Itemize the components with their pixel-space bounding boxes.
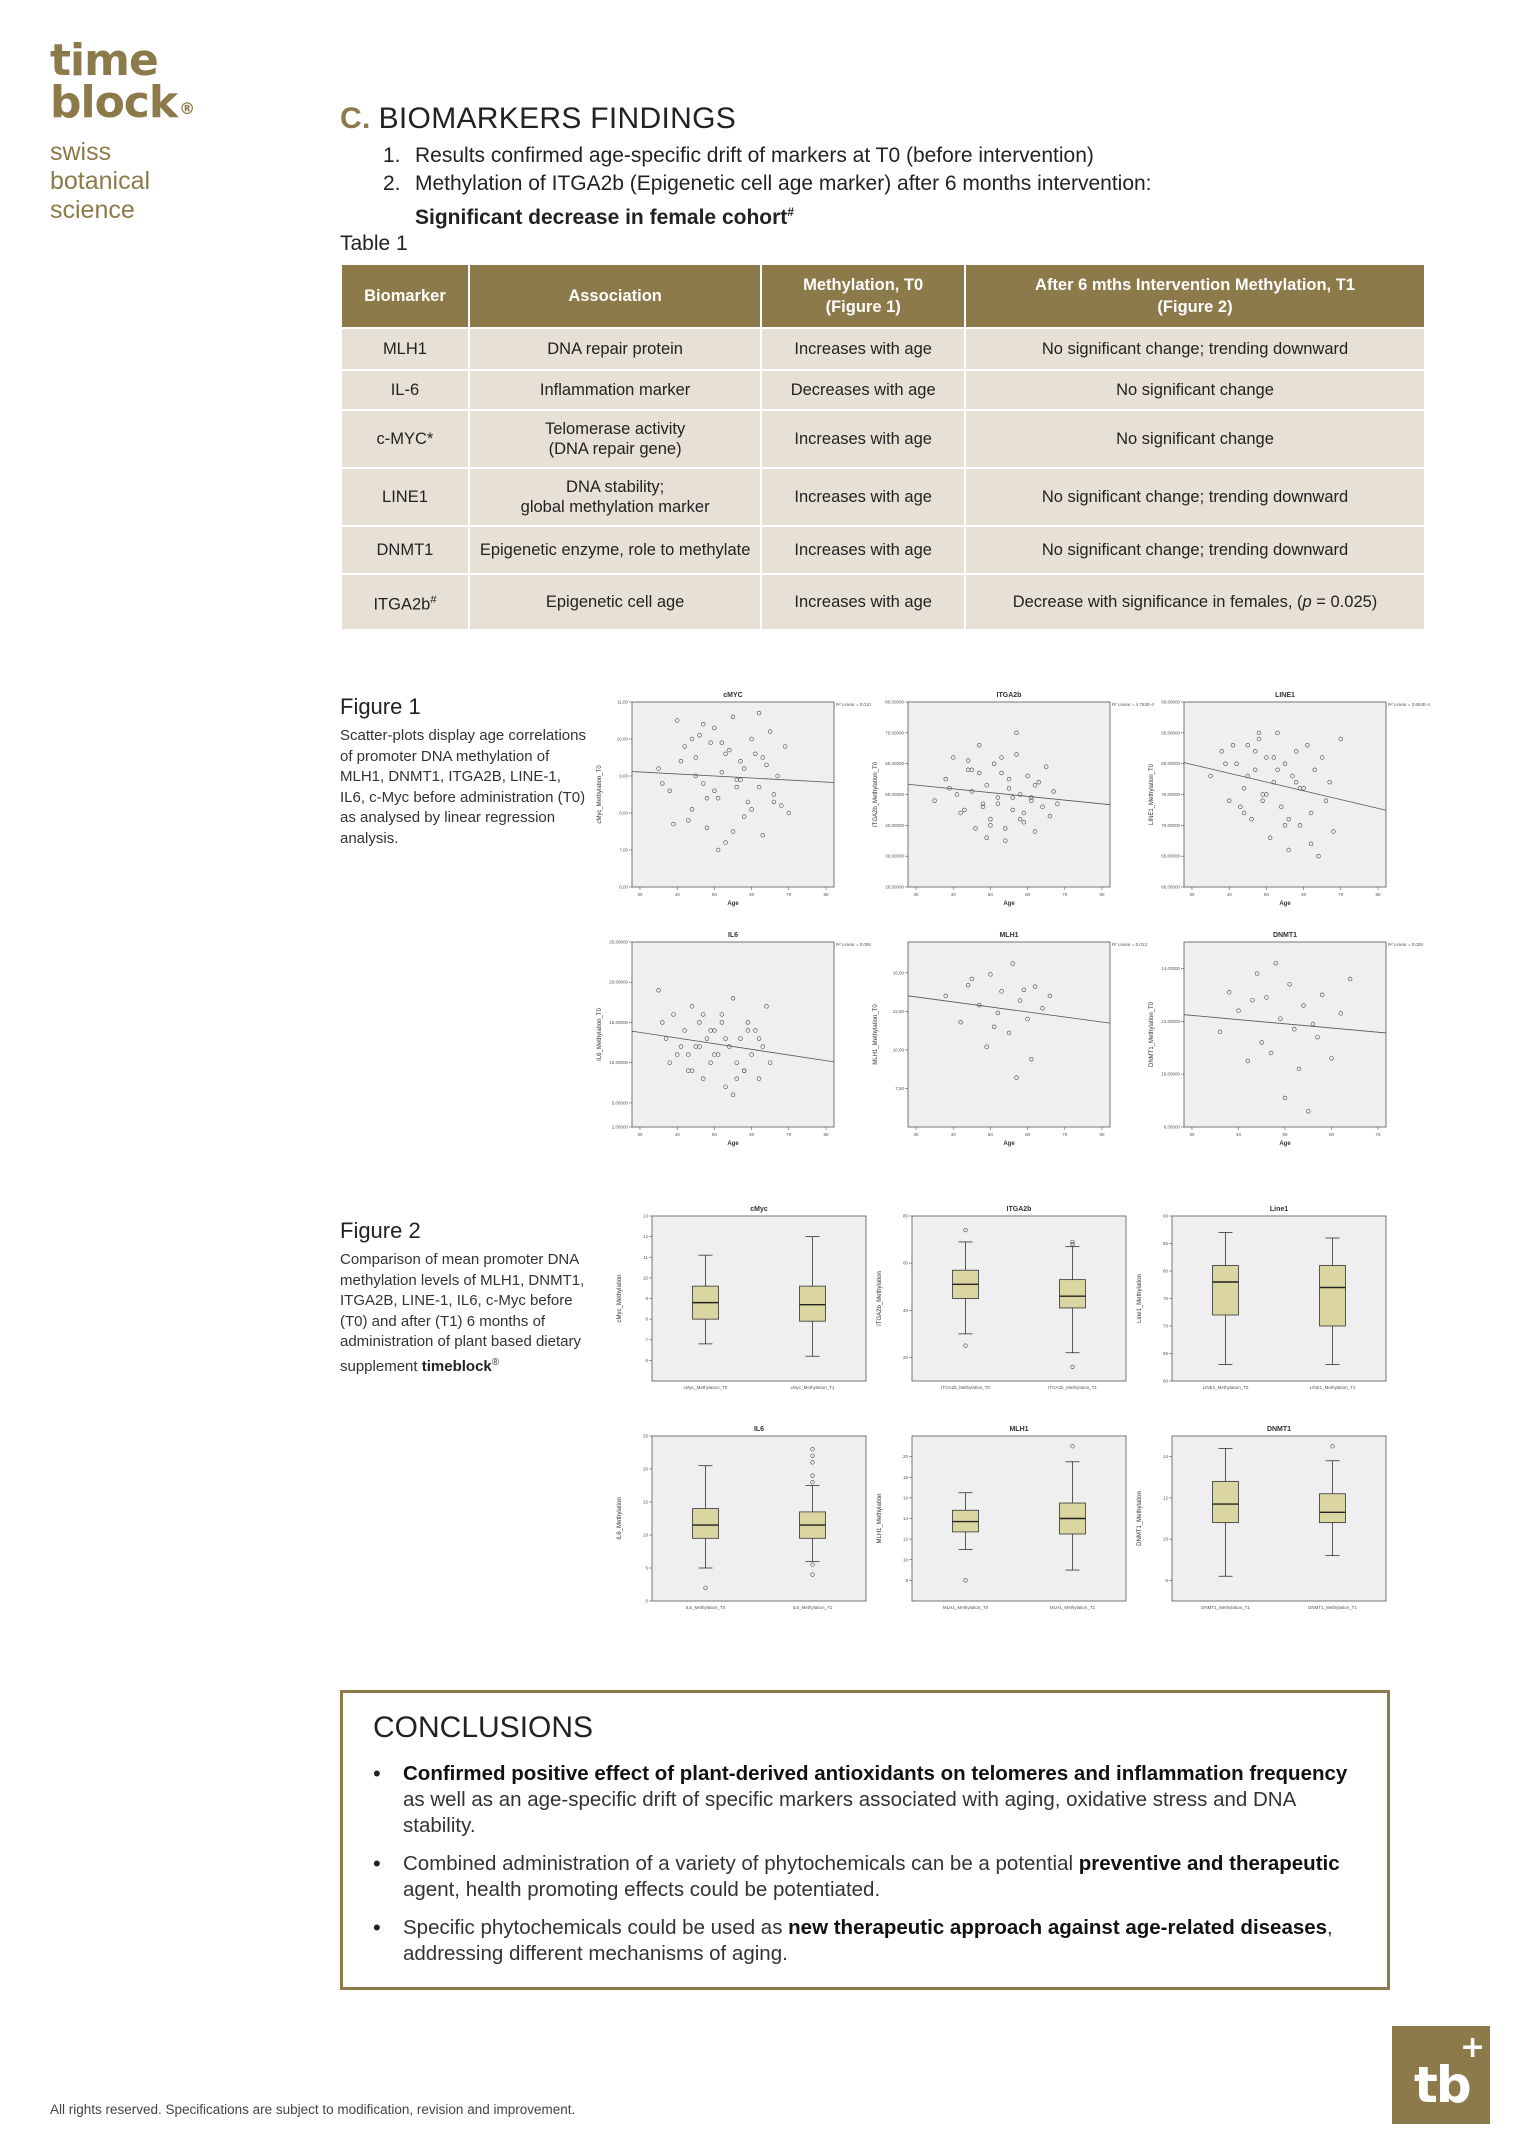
boxplot-mlh1 — [872, 1422, 1134, 1627]
category-label: IL6_Methylation_T1 — [792, 1605, 833, 1610]
figure-2-description: Comparison of mean promoter DNA methylation levels of MLH1, DNMT1, ITGA2B, LINE-1, IL6, c-Myc before (T0) and after (T1) 6 months of administration of plant based dietary supplement timeblock® — [340, 1251, 585, 1375]
x-tick-label: 50 — [987, 892, 993, 897]
x-axis-label: Age — [1279, 1141, 1291, 1147]
y-tick-label: 12 — [1162, 1495, 1168, 1501]
r2-label: R² Linear = 0.013 — [1112, 942, 1147, 947]
plot-area — [912, 1216, 1126, 1381]
box — [1320, 1494, 1346, 1523]
chart-title: Line1 — [1269, 1206, 1289, 1213]
findings-list — [383, 142, 1152, 232]
y-tick-label: 12 — [642, 1234, 648, 1240]
y-tick-label: 90,00000 — [1161, 699, 1180, 705]
y-tick-label: 7 — [645, 1337, 648, 1343]
footer-note: All rights reserved. Specifications are subject to modification, revision and improvement. — [50, 2102, 576, 2117]
table-row: c-MYC* Telomerase activity (DNA repair gene) Increases with age No significant change — [341, 410, 1425, 468]
x-tick-label: 30 — [1189, 1132, 1195, 1137]
x-tick-label: 40 — [674, 892, 680, 897]
y-tick-label: 10 — [642, 1275, 648, 1281]
x-axis-label: Age — [1279, 901, 1291, 907]
category-label: cMyc_Methylation_T1 — [790, 1385, 835, 1390]
y-tick-label: 10 — [902, 1557, 908, 1563]
category-label: DNMT1_Methylation_T1 — [1201, 1605, 1250, 1610]
brand-tagline: swiss botanical science — [50, 138, 151, 224]
x-tick-label: 70 — [1338, 892, 1344, 897]
plot-area — [652, 1216, 866, 1381]
y-tick-label: 20 — [902, 1354, 908, 1360]
y-tick-label: 20 — [902, 1454, 908, 1460]
y-tick-label: 60,00000 — [1161, 884, 1180, 890]
x-tick-label: 60 — [749, 1132, 755, 1137]
y-axis-label: IL6_Methylation_T0 — [597, 1008, 603, 1061]
x-tick-label: 80 — [1099, 892, 1105, 897]
y-tick-label: 8 — [905, 1577, 908, 1583]
y-axis-label: cMyc_Methylation_T0 — [597, 765, 603, 824]
y-tick-label: 5,00000 — [611, 1100, 628, 1106]
boxplot-line1 — [1132, 1202, 1394, 1407]
scatter-line1 — [1144, 688, 1430, 913]
y-tick-label: 0 — [645, 1598, 648, 1604]
y-tick-label: 12,00000 — [1161, 1018, 1180, 1024]
y-tick-label: 13 — [642, 1213, 648, 1219]
plot-area — [1172, 1216, 1386, 1381]
x-tick-label: 50 — [987, 1132, 993, 1137]
table-row: DNMT1 Epigenetic enzyme, role to methylate Increases with age No significant change; trending downward — [341, 526, 1425, 574]
y-tick-label: 10,00000 — [1161, 1071, 1180, 1077]
x-tick-label: 70 — [1062, 892, 1068, 897]
table-row: MLH1 DNA repair protein Increases with age No significant change; trending downward — [341, 328, 1425, 370]
scatter-dnmt1 — [1144, 928, 1423, 1153]
conclusions-title: CONCLUSIONS — [373, 1711, 594, 1744]
y-tick-label: 70,00000 — [1161, 822, 1180, 828]
chart-title: DNMT1 — [1266, 1426, 1292, 1433]
category-label: LINE1_Methylation_T1 — [1309, 1385, 1356, 1390]
boxplot-il6 — [612, 1422, 874, 1627]
box — [800, 1286, 826, 1321]
y-tick-label: 15,00 — [892, 970, 904, 976]
header-biomarker: Biomarker — [341, 264, 469, 328]
boxplot-cmyc — [612, 1202, 874, 1407]
r2-label: R² Linear = 3.654E-4 — [1388, 702, 1430, 707]
x-tick-label: 70 — [786, 1132, 792, 1137]
x-tick-label: 60 — [1301, 892, 1307, 897]
brand-logo — [50, 35, 195, 225]
y-tick-label: 14,00000 — [1161, 965, 1180, 971]
plot-area — [632, 702, 834, 887]
y-tick-label: 40 — [902, 1307, 908, 1313]
x-tick-label: 30 — [913, 1132, 919, 1137]
y-axis-label: MLH1_Methylation_T0 — [873, 1004, 879, 1065]
y-tick-label: 60 — [1162, 1378, 1168, 1384]
y-tick-label: 10,00000 — [609, 1060, 628, 1066]
y-tick-label: 20,00000 — [609, 979, 628, 985]
boxplot-itga2b — [872, 1202, 1134, 1407]
section-title: C. BIOMARKERS FINDINGS — [340, 102, 737, 135]
header-association: Association — [469, 264, 761, 328]
figure-1-title: Figure 1 — [340, 694, 421, 719]
x-tick-label: 60 — [749, 892, 755, 897]
scatter-il6 — [592, 928, 871, 1153]
r2-label: R² Linear = 0.028 — [1388, 942, 1423, 947]
y-tick-label: 80,00000 — [1161, 761, 1180, 767]
x-tick-label: 50 — [711, 1132, 717, 1137]
y-tick-label: 8,00 — [619, 810, 628, 816]
category-label: LINE1_Methylation_T0 — [1202, 1385, 1249, 1390]
logo-block: block ® — [50, 77, 195, 128]
y-axis-label: ITGA2b_Methylation — [877, 1271, 883, 1326]
table-row: LINE1 DNA stability; global methylation marker Increases with age No significant change; trending downward — [341, 468, 1425, 526]
y-tick-label: 75 — [1162, 1296, 1168, 1301]
conclusion-item-3: • Specific phytochemicals could be used as new therapeutic approach against age-related diseases, addressing different mechanisms of aging. — [373, 1915, 1357, 1967]
plot-area — [1172, 1436, 1386, 1601]
y-tick-label: 5 — [645, 1565, 648, 1571]
y-axis-label: DNMT1_Methylation_T0 — [1149, 1001, 1155, 1068]
plot-area — [632, 942, 834, 1127]
x-tick-label: 50 — [1282, 1132, 1288, 1137]
plot-area — [1184, 942, 1386, 1127]
y-tick-label: 25 — [642, 1433, 648, 1439]
x-tick-label: 70 — [786, 892, 792, 897]
box — [1320, 1266, 1346, 1327]
x-tick-label: 50 — [1263, 892, 1269, 897]
y-tick-label: 2,00000 — [611, 1124, 628, 1130]
finding-2-highlight: Significant decrease in female cohort# — [415, 205, 794, 229]
r2-label: R² Linear = 4.753E-4 — [1112, 702, 1154, 707]
y-tick-label: 9 — [645, 1296, 648, 1301]
chart-title: IL6 — [727, 932, 739, 939]
y-tick-label: 12 — [902, 1536, 908, 1542]
chart-title: cMYC — [723, 692, 743, 699]
y-tick-label: 14 — [1162, 1454, 1168, 1460]
y-tick-label: 70 — [1162, 1323, 1168, 1329]
chart-title: MLH1 — [1009, 1426, 1029, 1433]
y-tick-label: 25,00000 — [609, 939, 628, 945]
boxplot-dnmt1 — [1132, 1422, 1394, 1627]
finding-1: 1. Results confirmed age-specific drift of markers at T0 (before intervention) — [383, 144, 1094, 167]
y-tick-label: 12,50 — [892, 1008, 904, 1014]
y-axis-label: IL6_Methylation — [617, 1497, 623, 1540]
x-tick-label: 30 — [1189, 892, 1195, 897]
y-tick-label: 11 — [643, 1254, 648, 1260]
y-tick-label: 15,00000 — [609, 1019, 628, 1025]
y-tick-label: 10,00 — [616, 736, 628, 742]
y-tick-label: 7,00 — [619, 847, 628, 853]
conclusion-item-2: • Combined administration of a variety of phytochemicals can be a potential preventive and therapeutic agent, health promoting effects could be potentiated. — [373, 1851, 1357, 1903]
y-tick-label: 75,00000 — [1161, 792, 1180, 797]
y-tick-label: 8 — [1165, 1577, 1168, 1583]
table-row: ITGA2b# Epigenetic cell age Increases with age Decrease with significance in females, (p = 0.025) — [341, 574, 1425, 630]
y-tick-label: 16 — [902, 1495, 908, 1501]
x-axis-label: Age — [1003, 901, 1015, 907]
x-tick-label: 60 — [1025, 892, 1031, 897]
category-label: cMyc_Methylation_T0 — [683, 1385, 728, 1390]
biomarker-table — [340, 263, 1426, 631]
figure-1-description: Scatter-plots display age correlations of promoter DNA methylation of MLH1, DNMT1, ITGA2B, LINE-1, IL6, c-Myc before administration (T0) as analysed by linear regression analysis. — [340, 727, 586, 847]
y-tick-label: 65,00000 — [1161, 853, 1180, 859]
chart-title: IL6 — [753, 1426, 765, 1433]
y-axis-label: MLH1_Methylation — [877, 1493, 883, 1544]
x-tick-label: 80 — [1099, 1132, 1105, 1137]
y-tick-label: 80 — [1162, 1268, 1168, 1274]
conclusions-box — [340, 1690, 1390, 1990]
category-label: MLH1_Methylation_T1 — [1049, 1605, 1096, 1610]
x-tick-label: 40 — [1226, 892, 1232, 897]
logo-time: time — [50, 35, 158, 86]
y-tick-label: 20 — [642, 1466, 648, 1472]
conclusions-list — [373, 1761, 1357, 1967]
y-axis-label: DNMT1_Methylation — [1137, 1491, 1143, 1546]
y-tick-label: 50,00000 — [885, 792, 904, 797]
x-tick-label: 50 — [711, 892, 717, 897]
x-tick-label: 40 — [674, 1132, 680, 1137]
conclusion-item-1: • Confirmed positive effect of plant-derived antioxidants on telomeres and inflammation frequency as well as an age-specific drift of specific markers associated with aging, oxidative stress and DNA stability. — [373, 1761, 1357, 1839]
category-label: IL6_Methylation_T0 — [685, 1605, 726, 1610]
table-header-row — [341, 264, 1425, 328]
plot-area — [1184, 702, 1386, 887]
y-tick-label: 40,00000 — [885, 822, 904, 828]
y-tick-label: 9,00 — [619, 773, 628, 779]
y-tick-label: 8,00000 — [1163, 1124, 1180, 1130]
category-label: DNMT1_Methylation_T1 — [1308, 1605, 1357, 1610]
y-tick-label: 85 — [1162, 1241, 1168, 1246]
x-tick-label: 60 — [1328, 1132, 1335, 1137]
y-tick-label: 10,00 — [892, 1047, 904, 1053]
x-tick-label: 80 — [823, 892, 829, 897]
y-axis-label: ITGA2b_Methylation_T0 — [873, 761, 879, 828]
x-tick-label: 80 — [823, 1132, 829, 1137]
y-tick-label: 80 — [902, 1213, 908, 1219]
tb-badge-logo: tb + — [1392, 2026, 1490, 2124]
category-label: ITGA2b_Methylation_T0 — [941, 1385, 990, 1390]
y-tick-label: 18 — [902, 1474, 908, 1480]
chart-title: MLH1 — [999, 932, 1019, 939]
chart-title: cMyc — [750, 1206, 768, 1213]
y-axis-label: cMyc_Methylation — [617, 1274, 623, 1323]
x-tick-label: 30 — [913, 892, 919, 897]
header-methylation-t1: After 6 mths Intervention Methylation, T1 (Figure 2) — [965, 264, 1425, 328]
x-tick-label: 30 — [637, 892, 643, 897]
category-label: ITGA2b_Methylation_T1 — [1048, 1385, 1097, 1390]
x-tick-label: 40 — [950, 892, 956, 897]
table-row: IL-6 Inflammation marker Decreases with age No significant change — [341, 370, 1425, 410]
y-tick-label: 30,00000 — [885, 853, 904, 859]
y-tick-label: 6 — [645, 1357, 648, 1363]
x-axis-label: Age — [727, 901, 739, 907]
plot-area — [652, 1436, 866, 1601]
y-tick-label: 15 — [642, 1499, 648, 1505]
y-tick-label: 20,00000 — [885, 884, 904, 890]
x-tick-label: 40 — [1235, 1132, 1242, 1137]
plot-area — [908, 942, 1110, 1127]
chart-title: DNMT1 — [1272, 932, 1298, 939]
y-tick-label: 14 — [902, 1516, 908, 1521]
y-tick-label: 10 — [642, 1532, 648, 1538]
category-label: MLH1_Methylation_T0 — [942, 1605, 989, 1610]
scatter-mlh1 — [868, 928, 1147, 1153]
x-axis-label: Age — [727, 1141, 739, 1147]
y-tick-label: 10 — [1162, 1536, 1168, 1542]
chart-title: ITGA2b — [996, 692, 1022, 699]
x-tick-label: 30 — [637, 1132, 643, 1137]
box — [693, 1509, 719, 1539]
y-tick-label: 60 — [902, 1260, 908, 1266]
y-tick-label: 7,50 — [895, 1085, 904, 1091]
finding-2: 2. Methylation of ITGA2b (Epigenetic cell age marker) after 6 months intervention: — [383, 172, 1152, 195]
y-tick-label: 6,00 — [619, 884, 628, 890]
y-tick-label: 80,00000 — [885, 699, 904, 705]
x-tick-label: 70 — [1062, 1132, 1068, 1137]
chart-title: LINE1 — [1275, 692, 1295, 699]
y-tick-label: 11,00 — [617, 699, 628, 705]
figure-2-title: Figure 2 — [340, 1218, 421, 1243]
x-tick-label: 70 — [1375, 1132, 1381, 1137]
box — [1213, 1481, 1239, 1522]
y-tick-label: 90 — [1162, 1213, 1168, 1219]
scatter-cmyc — [592, 688, 871, 913]
plot-area — [912, 1436, 1126, 1601]
y-tick-label: 8 — [645, 1316, 648, 1322]
y-axis-label: Line1_Methylation — [1137, 1274, 1143, 1323]
r2-label: R² Linear = 0.006 — [836, 942, 871, 947]
y-tick-label: 70,00000 — [885, 730, 904, 736]
x-tick-label: 40 — [950, 1132, 956, 1137]
x-tick-label: 60 — [1025, 1132, 1031, 1137]
box — [1060, 1280, 1086, 1308]
y-tick-label: 85,00000 — [1161, 730, 1180, 736]
r2-label: R² Linear = 0.010 — [836, 702, 871, 707]
y-axis-label: LINE1_Methylation_T0 — [1149, 763, 1155, 826]
x-tick-label: 80 — [1375, 892, 1381, 897]
y-tick-label: 65 — [1162, 1351, 1168, 1356]
y-tick-label: 60,00000 — [885, 761, 904, 767]
chart-title: ITGA2b — [1006, 1206, 1032, 1213]
header-methylation-t0: Methylation, T0 (Figure 1) — [761, 264, 965, 328]
box — [1213, 1266, 1239, 1316]
table-caption: Table 1 — [340, 232, 408, 255]
x-axis-label: Age — [1003, 1141, 1015, 1147]
